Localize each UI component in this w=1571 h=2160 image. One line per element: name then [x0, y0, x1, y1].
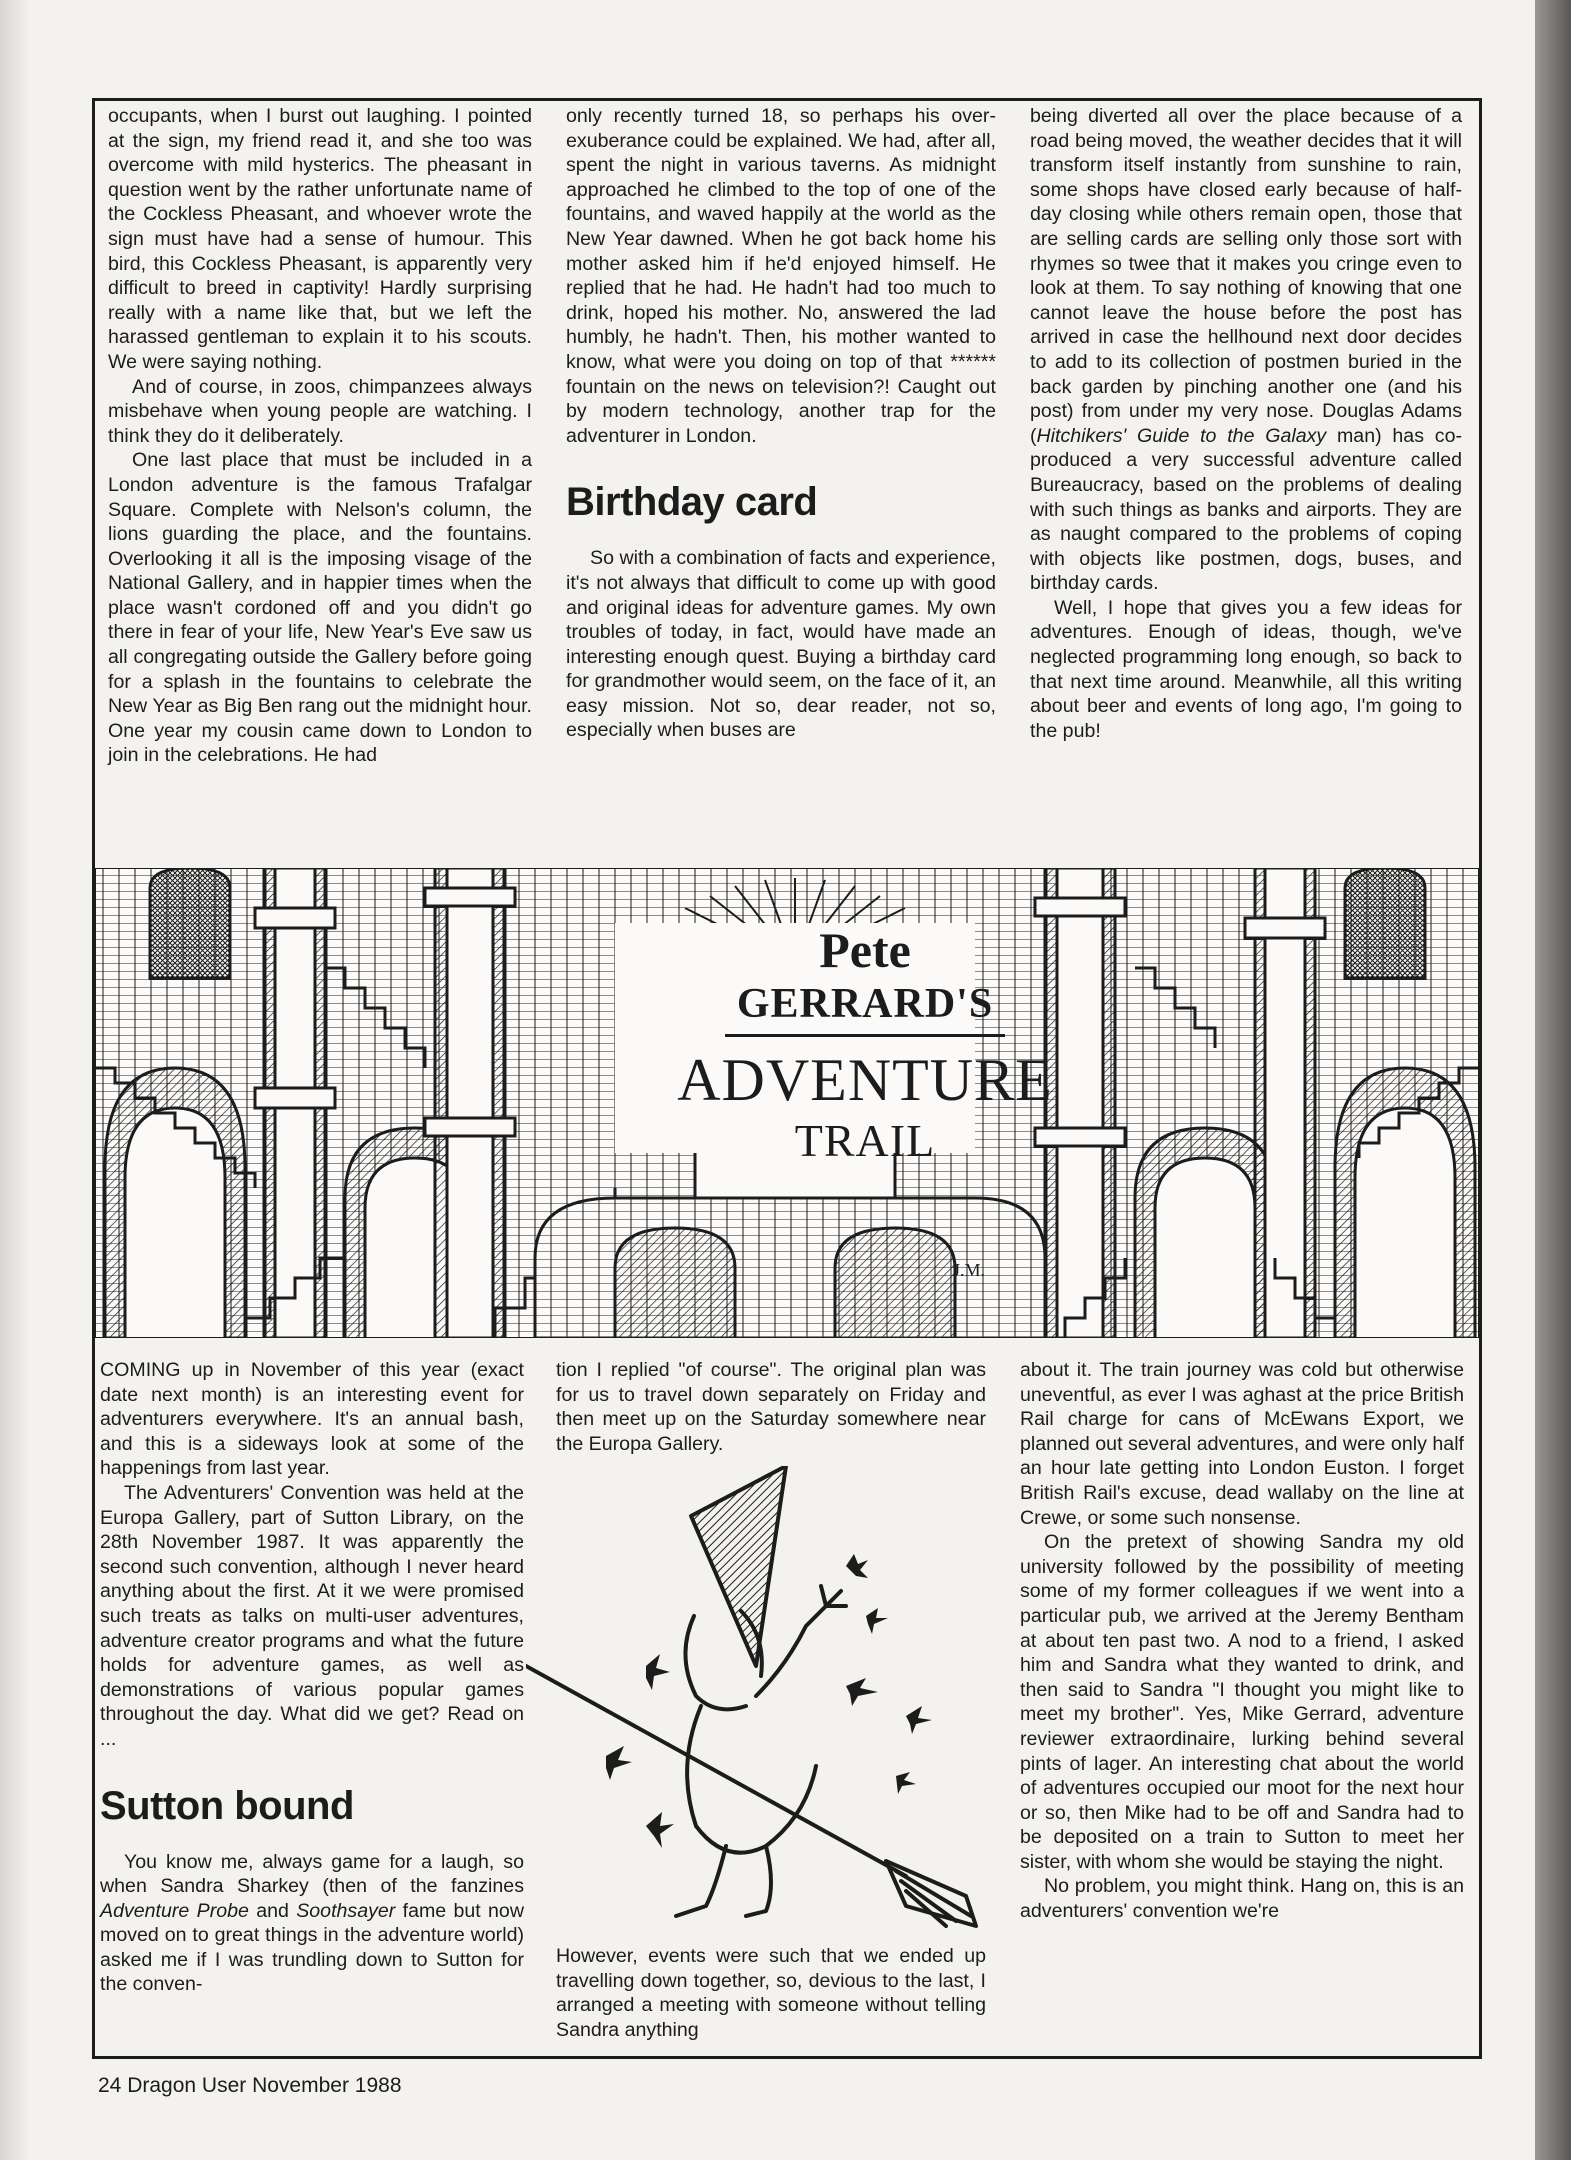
banner-line-gerrard: GERRARD'S [736, 981, 994, 1027]
column-5-top [556, 1358, 986, 1456]
banner-line-pete: Pete [819, 922, 911, 978]
paragraph [1030, 104, 1462, 596]
paragraph: about it. The train journey was cold but otherwise uneventful, as ever I was aghast at the price British Rail charge for cans of McEwans Export, we planned out several adventures, and were only half an hour late getting into London Euston. I forget British Rail's excuse, dead wallaby on the line at Crewe, or some such nonsense. [1020, 1359, 1464, 1529]
artist-signature: J.M. [953, 1260, 986, 1280]
text: You know me, always game for a laugh, so when Sandra Sharkey (then of the fanzines [100, 1850, 524, 1898]
heading-birthday-card: Birthday card [566, 480, 818, 525]
paragraph: COMING up in November of this year (exact date next month) is an interesting event for adventurers everywhere. It's an annual bash, and this is a sideways look at some of the happenings from last year. [100, 1359, 524, 1480]
paragraph: So with a combination of facts and experience, it's not always that difficult to come up with good and original ideas for adventure games. My own troubles of today, in fact, would have made an interesting enough quest. Buying a birthday card for grandmother would seem, on the face of it, an easy mission. Not so, dear reader, not so, especially when buses are [566, 547, 996, 742]
column-2 [566, 104, 996, 743]
heading-sutton-bound: Sutton bound [100, 1783, 354, 1828]
page-edge-right [1535, 0, 1571, 2160]
text: man) has co-produced a very successful adventure called Bureaucracy, based on the problems of dealing with such things as banks and airports. They are as naught compared to the problems of coping with objects like postmen, dogs, buses, and birthday cards. [1030, 424, 1462, 595]
frame-bottom [92, 2056, 1482, 2059]
column-6 [1020, 1358, 1464, 1924]
witch-drawing [526, 1466, 996, 1942]
column-1 [108, 104, 532, 768]
frame-right [1479, 98, 1482, 2058]
column-5-bottom [556, 1944, 986, 2042]
page-number: 24 [98, 2074, 122, 2097]
book-title: Hitchikers' Guide to the Galaxy [1036, 424, 1327, 447]
paragraph: No problem, you might think. Hang on, this is an adventurers' convention we're [1020, 1875, 1464, 1923]
paragraph: The Adventurers' Convention was held at the Europa Gallery, part of Sutton Library, on the 28th November 1987. It was apparently the second such convention, although I never heard anything about the first. At it we were promised such treats as talks on multi-user adventures, adventure creator programs and what the future holds for adventure games, as well as demonstrations of various popular games throughout the day. What did we get? Read on ... [100, 1481, 524, 1750]
banner-line-adventure: ADVENTURE [677, 1047, 1053, 1113]
fanzine-title: Soothsayer [296, 1899, 396, 1922]
page-footer [98, 2072, 402, 2100]
text: and [248, 1899, 297, 1922]
paragraph: One last place that must be included in a London adventure is the famous Trafalgar Square. Complete with Nelson's column, the lions guarding the place, and the fountains. Overlooking it all is the imposing visage of the National Gallery, and in happier times when the place wasn't cordoned off and you didn't go there in fear of your life, New Year's Eve saw us all congregating outside the Gallery before going for a splash in the fountains to celebrate the New Year as Big Ben rang out the midnight hour. One year my cousin came down to London to join in the celebrations. He had [108, 449, 532, 767]
paragraph: tion I replied "of course". The original plan was for us to travel down separately on Friday and then meet up on the Saturday somewhere near the Europa Gallery. [556, 1359, 986, 1455]
paragraph: occupants, when I burst out laughing. I pointed at the sign, my friend read it, and she too was overcome with mild hysterics. The pheasant in question went by the rather unfortunate name of the Cockless Pheasant, and whoever wrote the sign must have had a sense of humour. This bird, this Cockless Pheasant, is apparently very difficult to breed in captivity! Hardly surprising really with a name like that, but we left the harassed gentleman to explain it to his scouts. We were saying nothing. [108, 105, 532, 373]
paragraph: only recently turned 18, so perhaps his over-exuberance could be explained. We had, after all, spent the night in various taverns. As midnight approached he climbed to the top of one of the fountains, and waved happily at the world as the New Year dawned. When he got back home his mother asked him if he'd enjoyed himself. He replied that he had. He hadn't had too much to drink, hoped his mother. No, answered the lad humbly, he hadn't. Then, his mother wanted to know, what were you doing on top of that ****** fountain on the news on television?! Caught out by modern technology, another trap for the adventurer in London. [566, 105, 996, 447]
column-4 [100, 1358, 524, 1997]
banner-title [655, 908, 1075, 1167]
banner-rule [725, 1034, 1005, 1037]
adventure-trail-banner [95, 868, 1479, 1338]
publication-name: Dragon User November 1988 [127, 2074, 402, 2097]
column-3 [1030, 104, 1462, 743]
banner-line-trail: TRAIL [794, 1115, 936, 1166]
witch-on-broomstick-illustration [526, 1466, 996, 1942]
page-edge-left [0, 0, 30, 2160]
paragraph: On the pretext of showing Sandra my old university followed by the possibility of meeting some of my former colleagues if we went into a particular pub, we arrived at the Jeremy Bentham at about ten past two. A nod to a friend, I asked him and Sandra what they wanted to drink, and then said to Sandra "I thought you might like to meet my brother". Yes, Mike Gerrard, adventure reviewer extraordinaire, lurking behind several pints of lager. An interesting chat about the world of adventures occupied our moot for the next hour or so, then Mike had to be off and Sandra had to be deposited on a train to Sutton to meet her sister, with whom she would be staying the night. [1020, 1531, 1464, 1873]
text: being diverted all over the place because of a road being moved, the weather decides that it will transform itself instantly from sunshine to rain, some shops have closed early because of half-day closing while others remain open, those that are selling cards are selling only those sort with rhymes so twee that it makes you cringe even to look at them. To say nothing of knowing that one cannot leave the house before the post has arrived in case the hellhound next door decides to add to its collection of postmen buried in the back garden by pinching another one (and his post) from under my very nose. Douglas Adams ( [1030, 105, 1462, 447]
paragraph: And of course, in zoos, chimpanzees always misbehave when young people are watching. I think they do it deliberately. [108, 375, 532, 447]
text: fame but now moved on to great things in the adventure world) asked me if I was trundling down to Sutton for the conven- [100, 1899, 524, 1996]
paragraph [100, 1850, 524, 1998]
paragraph: Well, I hope that gives you a few ideas for adventures. Enough of ideas, though, we've neglected programming long enough, so back to that next time around. Meanwhile, all this writing about beer and events of long ago, I'm going to the pub! [1030, 596, 1462, 742]
frame-top [92, 98, 1482, 101]
fanzine-title: Adventure Probe [100, 1899, 249, 1922]
paragraph: However, events were such that we ended up travelling down together, so, devious to the last, I arranged a meeting with someone without telling Sandra anything [556, 1945, 986, 2041]
